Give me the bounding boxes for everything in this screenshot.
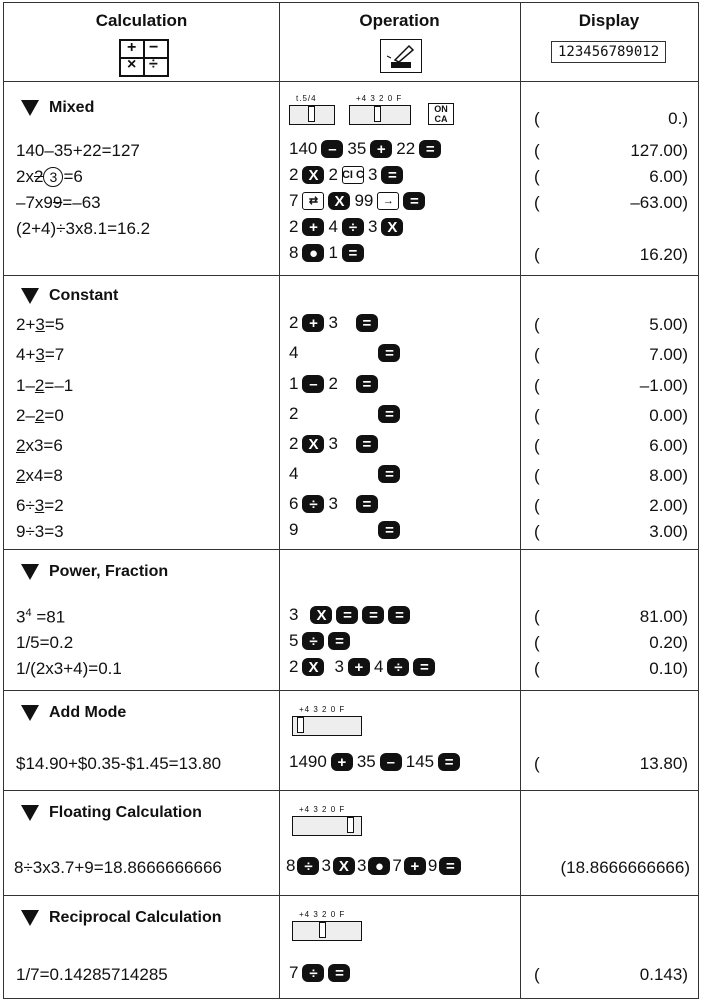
times-key: X: [328, 192, 350, 210]
equals-key: =: [356, 314, 378, 332]
ci-c-key: CI C: [342, 166, 364, 184]
section-title: Constant: [21, 287, 118, 305]
table-row: 2–2=0 2 = ( 0.00): [16, 404, 688, 425]
equals-key: =: [388, 606, 410, 624]
display-heading: Display: [578, 11, 640, 30]
times-key: X: [302, 166, 324, 184]
equals-key: =: [362, 606, 384, 624]
table-row: 1/7=0.14285714285 7 ÷ = ( 0.143): [16, 963, 688, 984]
table-row: 1/5=0.2 5 ÷ = ( 0.20): [16, 631, 688, 652]
swap-key: ⇄: [302, 192, 324, 210]
equals-key: =: [403, 192, 425, 210]
decimal-key: ●: [302, 244, 324, 262]
table-row: 8 ● 1 = ( 16.20): [289, 243, 688, 264]
triangle-icon: [21, 805, 39, 821]
table-row: 2x2 3 =6 2 X 2 CI C 3 = ( 6.00): [16, 165, 688, 186]
minus-key: –: [380, 753, 402, 771]
calculator-keys-icon: + − × ÷: [119, 39, 169, 77]
plus-key: +: [404, 857, 426, 875]
plus-key: +: [348, 658, 370, 676]
equals-key: =: [378, 465, 400, 483]
table-row: 2x3=6 2 X 3 = ( 6.00): [16, 434, 688, 455]
table-row: 9÷3=3 9 = ( 3.00): [16, 520, 688, 541]
section-title: Mixed: [21, 99, 94, 117]
divide-key: ÷: [302, 632, 324, 650]
section-power-fraction: [4, 549, 698, 691]
divide-key: ÷: [302, 964, 324, 982]
decimal-switch: +4 3 2 0 F: [292, 816, 362, 836]
section-title: Power, Fraction: [21, 563, 168, 581]
equals-key: =: [356, 375, 378, 393]
plus-key: +: [302, 314, 324, 332]
plus-key: +: [370, 140, 392, 158]
section-mixed: [4, 81, 698, 276]
table-row: $14.90+$0.35-$1.45=13.80 1490 + 35 – 145 = ( 13.80): [16, 752, 688, 773]
arrow-key: →: [377, 192, 399, 210]
divide-key: ÷: [297, 857, 319, 875]
table-row: $3^4 =81$ 3 X = = = ( 81.00): [16, 605, 688, 627]
section-constant: [4, 275, 698, 550]
times-key: X: [381, 218, 403, 236]
table-row: 2x4=8 4 = ( 8.00): [16, 464, 688, 485]
minus-key: –: [321, 140, 343, 158]
calculation-heading: Calculation: [95, 11, 188, 30]
table-row: –7x99=–63 7 ⇄ X 99 → = ( –63.00): [16, 191, 688, 212]
instruction-table: [3, 2, 699, 999]
equals-key: =: [356, 495, 378, 513]
equals-key: =: [378, 344, 400, 362]
table-row: 6÷3=2 6 ÷ 3 = ( 2.00): [16, 494, 688, 515]
equals-key: =: [336, 606, 358, 624]
equals-key: =: [419, 140, 441, 158]
table-header: [4, 3, 698, 82]
table-row: 8÷3x3.7+9=18.8666666666 8 ÷ 3 X 3 ● 7 + 9 = (18.8666666666): [14, 856, 690, 877]
equals-key: =: [378, 521, 400, 539]
plus-key: +: [331, 753, 353, 771]
equals-key: =: [381, 166, 403, 184]
table-row: 2+3=5 2 + 3 = ( 5.00): [16, 313, 688, 334]
equals-key: =: [378, 405, 400, 423]
divide-key: ÷: [342, 218, 364, 236]
table-row: 1–2=–1 1 – 2 = ( –1.00): [16, 374, 688, 395]
operation-heading: Operation: [359, 11, 440, 30]
minus-key: –: [302, 375, 324, 393]
decimal-key: ●: [368, 857, 390, 875]
divide-key: ÷: [302, 495, 324, 513]
table-row: 140–35+22=127 140 – 35 + 22 = ( 127.00): [16, 139, 688, 160]
section-title: Reciprocal Calculation: [21, 909, 222, 927]
section-title: Add Mode: [21, 704, 126, 722]
plus-key: +: [302, 218, 324, 236]
times-key: X: [302, 658, 324, 676]
table-row: 1/(2x3+4)=0.1 2 X 3 + 4 ÷ = ( 0.10): [16, 657, 688, 678]
triangle-icon: [21, 564, 39, 580]
rounding-switch: t.5/4: [289, 105, 335, 125]
equals-key: =: [342, 244, 364, 262]
decimal-switch: +4 3 2 0 F: [292, 921, 362, 941]
hand-press-icon: [380, 39, 422, 73]
lcd-display-icon: 123456789012: [551, 41, 666, 63]
equals-key: =: [413, 658, 435, 676]
equals-key: =: [328, 964, 350, 982]
triangle-icon: [21, 288, 39, 304]
table-row: ( 0.): [534, 109, 688, 128]
section-title: Floating Calculation: [21, 804, 202, 822]
table-row: 4+3=7 4 = ( 7.00): [16, 343, 688, 364]
decimal-switch: +4 3 2 0 F: [292, 716, 362, 736]
divide-key: ÷: [387, 658, 409, 676]
equals-key: =: [439, 857, 461, 875]
triangle-icon: [21, 910, 39, 926]
equals-key: =: [438, 753, 460, 771]
times-key: X: [333, 857, 355, 875]
equals-key: =: [328, 632, 350, 650]
times-key: X: [302, 435, 324, 453]
equals-key: =: [356, 435, 378, 453]
decimal-switch: +4 3 2 0 F: [349, 105, 411, 125]
on-ca-key: ON CA: [428, 103, 454, 125]
times-key: X: [310, 606, 332, 624]
section-floating: [4, 790, 698, 896]
table-row: (2+4)÷3x8.1=16.2 2 + 4 ÷ 3 X: [4, 217, 698, 243]
section-reciprocal: [4, 895, 698, 998]
triangle-icon: [21, 705, 39, 721]
section-add-mode: [4, 690, 698, 791]
